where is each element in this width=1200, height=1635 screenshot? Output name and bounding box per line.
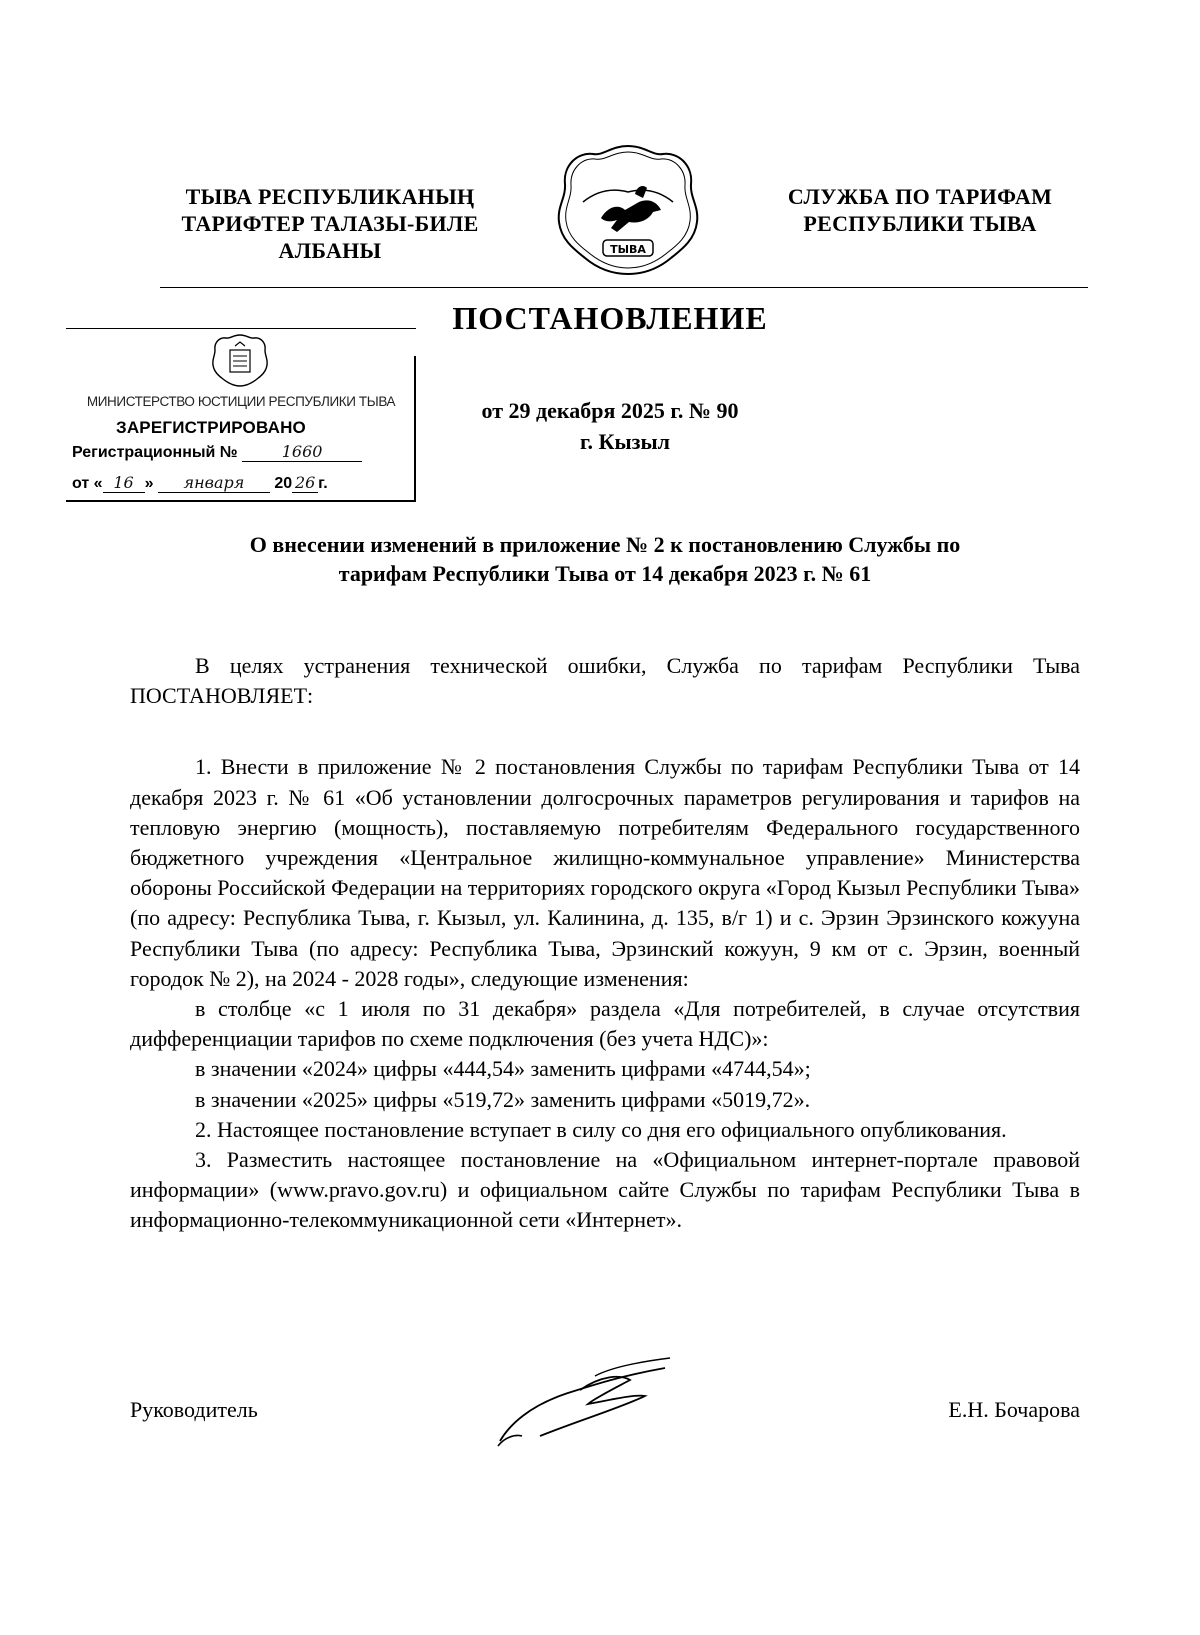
header-right-line-1: СЛУЖБА ПО ТАРИФАМ — [787, 184, 1053, 209]
stamp-date-prefix: от « — [72, 475, 103, 492]
header-left-title — [160, 183, 500, 264]
stamp-reg-number: 1660 — [242, 442, 362, 462]
handwritten-signature — [470, 1346, 680, 1456]
stamp-date-month: января — [158, 473, 270, 493]
item-1-change-2024: в значении «2024» цифры «444,54» заменить цифрами «4744,54»; — [195, 1056, 811, 1082]
header-left-line-1: ТЫВА РЕСПУБЛИКАНЫҢ — [185, 184, 475, 209]
document-type-title: ПОСТАНОВЛЕНИЕ — [452, 300, 768, 336]
stamp-top-border — [66, 328, 416, 329]
stamp-date-row — [72, 473, 328, 493]
document-city: г. Кызыл — [580, 429, 670, 454]
preamble-paragraph: В целях устранения технической ошибки, Служба по тарифам Республики Тыва ПОСТАНОВЛЯЕТ: — [130, 653, 1080, 709]
header-left-line-2: ТАРИФТЕР ТАЛАЗЫ-БИЛЕ — [181, 211, 479, 236]
subject-line-1: О внесении изменений в приложение № 2 к постановлению Службы по — [249, 532, 961, 557]
stamp-registered-label: ЗАРЕГИСТРИРОВАНО — [115, 418, 306, 437]
stamp-date-day: 16 — [103, 473, 145, 493]
signatory-position: Руководитель — [130, 1397, 258, 1422]
item-1-paragraph: 1. Внести в приложение № 2 постановления Службы по тарифам Республики Тыва от 14 декабря 2023 г. № 61 «Об установлении долгосрочных параметров регулирования и тарифов на тепловую энергию (мощность), поставляемую потребителям Федерального государственного бюджетного учреждения «Центральное жилищно-коммунальное управление» Министерства обороны Российской Федерации на территориях городского округа «Город Кызыл Республики Тыва» (по адресу: Республика Тыва, г. Кызыл, ул. Калинина, д. 135, в/г 1) и с. Эрзин Эрзинского кожууна Республики Тыва (по адресу: Республика Тыва, Эрзинский кожуун, 9 км от с. Эрзин, военный городок № 2), на 2024 - 2028 годы», следующие изменения: — [130, 754, 1080, 991]
signatory-name: Е.Н. Бочарова — [948, 1397, 1080, 1422]
stamp-ministry-name: МИНИСТЕРСТВО ЮСТИЦИИ РЕСПУБЛИКИ ТЫВА — [86, 394, 396, 409]
document-body — [130, 651, 1080, 1236]
stamp-registration-number-row — [72, 442, 362, 462]
header-right-title — [760, 183, 1080, 237]
stamp-date-mid: » — [144, 475, 154, 492]
header-left-line-3: АЛБАНЫ — [278, 238, 382, 263]
header-divider — [160, 287, 1088, 288]
coat-of-arms-emblem — [553, 140, 703, 280]
item-2-paragraph: 2. Настоящее постановление вступает в силу со дня его официального опубликования. — [195, 1116, 1007, 1142]
stamp-bottom-border — [66, 500, 416, 502]
document-subject — [130, 530, 1080, 588]
stamp-emblem-icon — [211, 332, 269, 390]
emblem-label: ТЫВА — [610, 243, 646, 256]
item-1-change-2025: в значении «2025» цифры «519,72» заменить цифрами «5019,72». — [195, 1086, 811, 1112]
item-3-paragraph: 3. Разместить настоящее постановление на «Официальном интернет-портале правовой информации» (www.pravo.gov.ru) и официальном сайте Службы по тарифам Республики Тыва в информационно-телекоммуникационной сети «Интернет». — [130, 1147, 1080, 1233]
header-right-line-2: РЕСПУБЛИКИ ТЫВА — [803, 211, 1037, 236]
stamp-date-year-prefix: 20 — [274, 475, 293, 492]
document-date-number: от 29 декабря 2025 г. № 90 — [481, 398, 739, 423]
subject-line-2: тарифам Республики Тыва от 14 декабря 2023 г. № 61 — [338, 561, 872, 586]
stamp-date-suffix: г. — [318, 475, 328, 492]
stamp-reg-label: Регистрационный № — [72, 444, 238, 461]
stamp-date-year-suffix: 26 — [292, 473, 318, 493]
item-1-subparagraph: в столбце «с 1 июля по 31 декабря» раздела «Для потребителей, в случае отсутствия дифференциации тарифов по схеме подключения (без учета НДС)»: — [130, 996, 1080, 1052]
registration-stamp — [66, 328, 416, 502]
